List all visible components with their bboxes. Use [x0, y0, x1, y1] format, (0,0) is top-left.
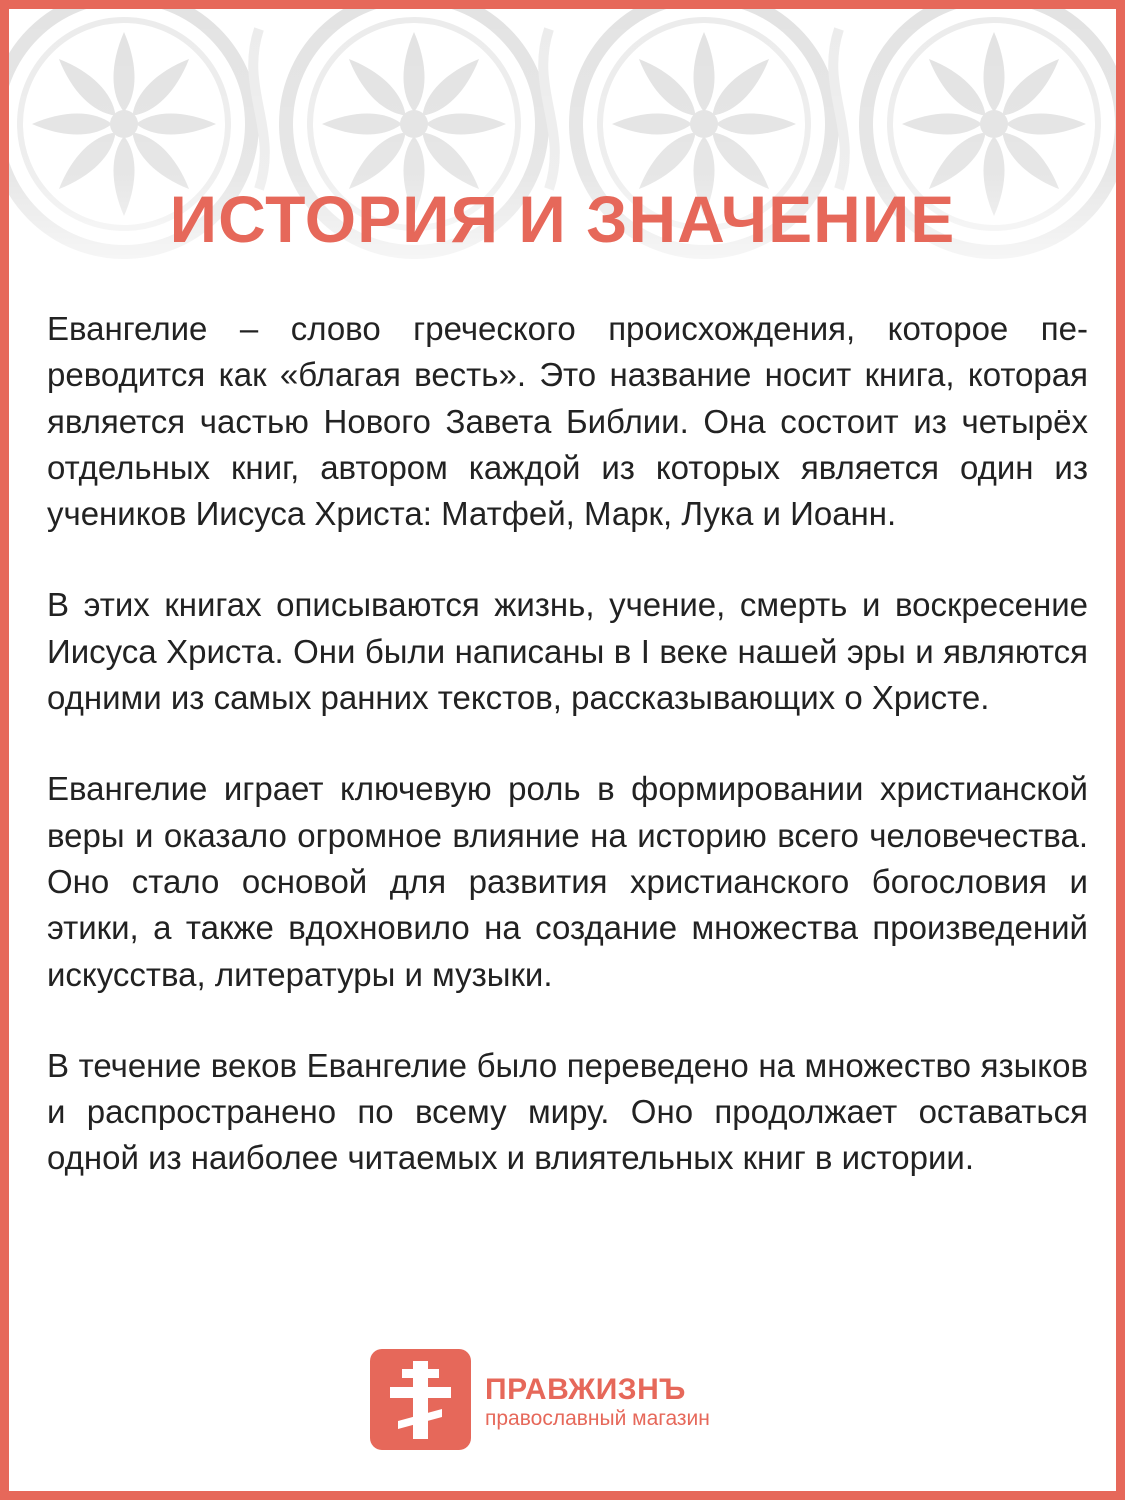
paragraph-3: Евангелие играет ключевую роль в формировании христианской веры и оказало огромное влияние на историю всего человечества. Оно стало основой для развития христианского богословия и этики, а также вдохновило на создание множества произведений искусства, литературы и музыки. — [47, 770, 1088, 993]
brand-text — [485, 1374, 710, 1432]
paragraph-2: В этих книгах описываются жизнь, учение, смерть и воскресение Иисуса Христа. Они были написаны в I веке нашей эры и являются одними из самых ранних текстов, рассказывающих о Христе. — [47, 586, 1088, 717]
page-title: ИСТОРИЯ И ЗНАЧЕНИЕ — [169, 182, 956, 256]
brand-name: ПРАВЖИЗНЪ — [485, 1372, 686, 1406]
orthodox-cross-icon — [370, 1349, 471, 1450]
brand-tagline: православный магазин — [485, 1406, 710, 1430]
paragraph-4: В течение веков Евангелие было переведено на множество языков и распространено по всему миру. Оно продолжает оставаться одной из наиболее читаемых и влиятельных книг в истории. — [47, 1046, 1088, 1177]
article-body — [47, 306, 1088, 1227]
paragraph-1: Евангелие – слово греческого происхождения, которое переводится как «благая весть». Это название носит книга, которая является частью Нового Завета Библии. Она состоит из четырёх отдельных книг, автором каждой из которых является один из учеников Иисуса Христа: Матфей, Марк, Лука и Иоанн. — [47, 310, 1088, 533]
brand-logo — [370, 1349, 710, 1450]
folk-ornament-background — [9, 9, 1116, 309]
